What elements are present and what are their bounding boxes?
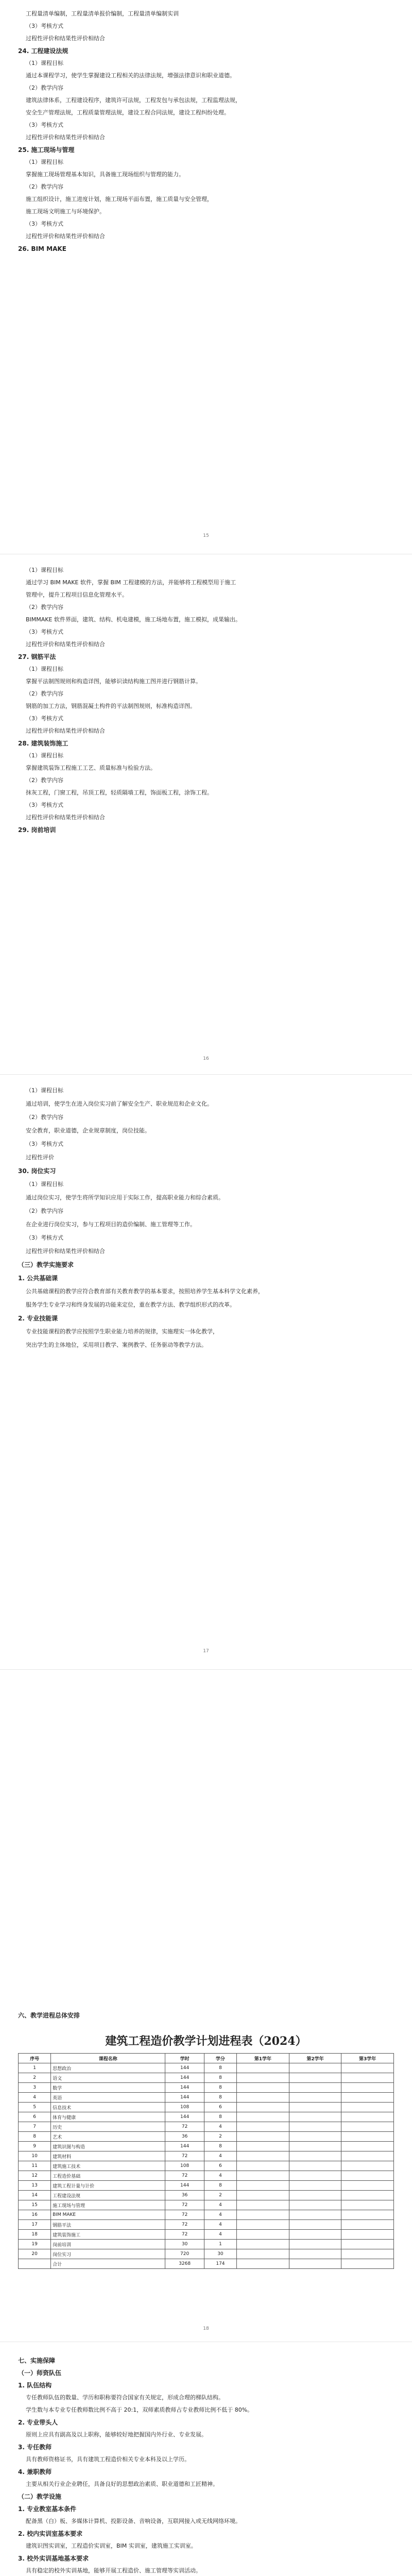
table-cell: 144 <box>165 2142 204 2151</box>
table-row <box>19 2249 394 2259</box>
table-cell: 17 <box>19 2220 51 2230</box>
table-cell: 思想政治 <box>51 2063 165 2073</box>
table-cell <box>341 2103 394 2112</box>
table-cell <box>341 2259 394 2269</box>
text-line: 七、实施保障 <box>18 2357 56 2364</box>
table-cell <box>237 2122 289 2132</box>
table-cell: 15 <box>19 2200 51 2210</box>
text-line: 在企业进行岗位实习，参与工程项目的造价编制、施工管理等工作。 <box>26 1221 196 1228</box>
table-cell: 72 <box>165 2220 204 2230</box>
table-cell <box>289 2161 341 2171</box>
text-line: 2. 校内实训室基本要求 <box>18 2530 83 2537</box>
text-line: （2）教学内容 <box>26 1114 63 1121</box>
table-cell: 英语 <box>51 2093 165 2103</box>
text-line: 24. 工程建设法规 <box>18 47 68 55</box>
table-cell: 建筑识图与构造 <box>51 2142 165 2151</box>
table-cell: 144 <box>165 2083 204 2093</box>
text-line: （二）教学设施 <box>18 2493 62 2500</box>
table-cell <box>289 2103 341 2112</box>
text-line: 具有稳定的校外实训基地，能够开展工程造价、施工管理等实训活动。 <box>26 2567 201 2574</box>
table-cell <box>237 2112 289 2122</box>
text-line: 掌握平法制图规则和构造详图，能够识读结构施工图并进行钢筋计算。 <box>26 678 201 685</box>
text-line: 原则上应具有副高及以上职称，能够较好地把握国内外行业、专业发展。 <box>26 2431 207 2438</box>
table-cell: 数学 <box>51 2083 165 2093</box>
table-cell <box>237 2142 289 2151</box>
table-row <box>19 2063 394 2073</box>
text-line: （2）教学内容 <box>26 690 63 697</box>
table-cell <box>341 2181 394 2191</box>
table-cell: 30 <box>204 2249 236 2259</box>
table-cell <box>341 2220 394 2230</box>
text-line: 服务学生专业学习和终身发展的功能来定位，重在教学方法、教学组织形式的改革。 <box>26 1301 235 1308</box>
table-row <box>19 2142 394 2151</box>
table-row <box>19 2210 394 2220</box>
table-cell: 8 <box>204 2063 236 2073</box>
text-line: 钢筋的加工方法，钢筋混凝土构件的平法制图规则，标准构造详图。 <box>26 703 196 709</box>
table-cell <box>341 2073 394 2083</box>
table-cell: 72 <box>165 2122 204 2132</box>
table-cell: 4 <box>204 2210 236 2220</box>
table-cell <box>237 2171 289 2181</box>
table-cell: 144 <box>165 2181 204 2191</box>
table-cell <box>237 2259 289 2269</box>
table-cell <box>289 2142 341 2151</box>
text-line: （3）考核方式 <box>26 629 63 635</box>
table-row <box>19 2151 394 2161</box>
column-header: 学时 <box>165 2054 204 2063</box>
table-header-row <box>19 2054 394 2063</box>
text-line: （3）考核方式 <box>26 23 63 29</box>
text-line: （3）考核方式 <box>26 122 63 128</box>
table-cell: 4 <box>204 2122 236 2132</box>
table-cell: 3268 <box>165 2259 204 2269</box>
table-cell <box>289 2132 341 2142</box>
table-cell <box>341 2151 394 2161</box>
table-cell: 8 <box>204 2083 236 2093</box>
text-line: 过程性评价和结果性评价相结合 <box>26 1248 105 1255</box>
text-line: （2）教学内容 <box>26 777 63 784</box>
table-cell <box>237 2249 289 2259</box>
table-cell: 钢筋平法 <box>51 2220 165 2230</box>
table-cell: 36 <box>165 2132 204 2142</box>
text-line: 安全生产管理法规，工程质量管理法规，建设工程合同法规，建设工程纠纷处理。 <box>26 109 230 116</box>
table-row <box>19 2112 394 2122</box>
table-cell: 144 <box>165 2093 204 2103</box>
table-cell: 72 <box>165 2210 204 2220</box>
table-cell <box>237 2093 289 2103</box>
text-line: 建筑识图实训室，工程造价实训室，BIM 实训室，建筑施工实训室。 <box>26 2543 197 2549</box>
text-line: （3）考核方式 <box>26 1234 63 1241</box>
text-line: （三）教学实施要求 <box>18 1261 74 1268</box>
table-cell: 13 <box>19 2181 51 2191</box>
table-row <box>19 2181 394 2191</box>
table-cell: 8 <box>204 2112 236 2122</box>
table-cell: 施工现场与管理 <box>51 2200 165 2210</box>
table-cell <box>341 2249 394 2259</box>
text-line: （2）教学内容 <box>26 604 63 611</box>
text-line: 过程性评价和结果性评价相结合 <box>26 233 105 240</box>
text-line: 主要从相关行业企业聘任，具备良好的思想政治素质、职业道德和工匠精神。 <box>26 2481 218 2487</box>
table-cell <box>341 2063 394 2073</box>
table-row <box>19 2093 394 2103</box>
table-cell: 144 <box>165 2112 204 2122</box>
text-line: 通过岗位实习，使学生将所学知识应用于实际工作，提高职业能力和综合素质。 <box>26 1194 224 1201</box>
page-number: 17 <box>203 1649 209 1654</box>
table-cell: 体育与健康 <box>51 2112 165 2122</box>
table-cell <box>289 2249 341 2259</box>
text-line: 通过本课程学习，使学生掌握建设工程相关的法律法规，增强法律意识和职业道德。 <box>26 72 235 79</box>
table-cell: 11 <box>19 2161 51 2171</box>
text-line: 过程性评价和结果性评价相结合 <box>26 727 105 734</box>
table-cell: 历史 <box>51 2122 165 2132</box>
table-cell: 8 <box>19 2132 51 2142</box>
table-cell <box>289 2122 341 2132</box>
table-cell <box>237 2151 289 2161</box>
table-cell <box>237 2083 289 2093</box>
table-cell <box>289 2181 341 2191</box>
table-cell: BIM MAKE <box>51 2210 165 2220</box>
table-cell: 4 <box>19 2093 51 2103</box>
table-cell <box>289 2230 341 2240</box>
text-line: 过程性评价 <box>26 1154 54 1161</box>
text-line: 1. 队伍结构 <box>18 2382 52 2389</box>
table-cell <box>237 2200 289 2210</box>
text-line: 4. 兼职教师 <box>18 2468 52 2476</box>
table-cell <box>237 2181 289 2191</box>
table-cell: 108 <box>165 2161 204 2171</box>
text-line: 26. BIM MAKE <box>18 245 66 252</box>
table-cell <box>341 2191 394 2200</box>
text-line: 工程量清单编制，工程量清单报价编制，工程量清单编制实训 <box>26 10 179 17</box>
table-cell: 72 <box>165 2200 204 2210</box>
table-cell <box>237 2230 289 2240</box>
table-cell: 4 <box>204 2151 236 2161</box>
text-line: 抹灰工程，门窗工程，吊顶工程，轻质隔墙工程，饰面板工程，涂饰工程。 <box>26 789 213 796</box>
table-cell <box>289 2073 341 2083</box>
table-cell: 720 <box>165 2249 204 2259</box>
text-line: 专业技能课程的教学应按照学生职业能力培养的规律，实施理实一体化教学， <box>26 1328 218 1335</box>
table-cell: 72 <box>165 2230 204 2240</box>
table-cell: 4 <box>204 2171 236 2181</box>
text-line: 管理中，提升工程项目信息化管理水平。 <box>26 591 128 598</box>
table-cell <box>341 2240 394 2249</box>
text-line: 公共基础课程的教学应符合教育部有关教育教学的基本要求，按照培养学生基本科学文化素养， <box>26 1288 264 1295</box>
text-line: 25. 施工现场与管理 <box>18 146 75 154</box>
table-row <box>19 2073 394 2083</box>
table-cell: 6 <box>204 2103 236 2112</box>
table-cell <box>289 2171 341 2181</box>
teaching-plan-table <box>18 2053 394 2269</box>
table-cell: 14 <box>19 2191 51 2200</box>
table-cell <box>341 2132 394 2142</box>
text-line: 掌握建筑装饰工程施工工艺、质量标准与检验方法。 <box>26 765 156 771</box>
table-cell: 4 <box>204 2220 236 2230</box>
table-cell <box>237 2220 289 2230</box>
text-line: （1）课程目标 <box>26 159 63 165</box>
table-cell <box>289 2083 341 2093</box>
text-line: 施工现场文明施工与环境保护。 <box>26 208 105 215</box>
text-line: （3）考核方式 <box>26 1141 63 1147</box>
text-line: （3）考核方式 <box>26 802 63 808</box>
table-cell <box>237 2210 289 2220</box>
column-header: 第3学年 <box>341 2054 394 2063</box>
table-cell <box>341 2083 394 2093</box>
table-cell <box>341 2171 394 2181</box>
column-header: 第2学年 <box>289 2054 341 2063</box>
table-cell: 6 <box>19 2112 51 2122</box>
text-line: （2）教学内容 <box>26 1208 63 1214</box>
table-cell <box>19 2259 51 2269</box>
page-separator <box>0 1669 412 1670</box>
table-cell <box>289 2210 341 2220</box>
column-header: 序号 <box>19 2054 51 2063</box>
text-line: （1）课程目标 <box>26 666 63 672</box>
table-cell: 8 <box>204 2142 236 2151</box>
text-line: （3）考核方式 <box>26 715 63 722</box>
table-cell: 5 <box>19 2103 51 2112</box>
text-line: 学生数与本专业专任教师数比例不高于 20:1，双师素质教师占专业教师比例不低于 80%。 <box>26 2406 253 2413</box>
table-cell: 36 <box>165 2191 204 2200</box>
text-line: 3. 校外实训基地基本要求 <box>18 2555 89 2562</box>
table-cell: 72 <box>165 2171 204 2181</box>
table-row <box>19 2230 394 2240</box>
text-line: 1. 专业教室基本条件 <box>18 2505 77 2513</box>
table-cell: 8 <box>204 2181 236 2191</box>
text-line: （一）师资队伍 <box>18 2369 62 2377</box>
table-cell: 建筑材料 <box>51 2151 165 2161</box>
table-cell: 16 <box>19 2210 51 2220</box>
table-cell: 174 <box>204 2259 236 2269</box>
text-line: 通过培训，使学生在进入岗位实习前了解安全生产、职业规范和企业文化。 <box>26 1100 213 1107</box>
table-cell: 144 <box>165 2073 204 2083</box>
table-row <box>19 2103 394 2112</box>
text-line: 过程性评价和结果性评价相结合 <box>26 134 105 141</box>
text-line: 突出学生的主体地位，采用项目教学、案例教学、任务驱动等教学方法。 <box>26 1342 207 1348</box>
text-line: 2. 专业技能课 <box>18 1315 58 1322</box>
page-number: 18 <box>203 2326 209 2331</box>
table-cell: 工程造价基础 <box>51 2171 165 2181</box>
text-line: BIMMAKE 软件界面，建筑、结构、机电建模，施工场地布置，施工模拟，成果输出。 <box>26 616 241 623</box>
table-row <box>19 2083 394 2093</box>
table-cell: 艺术 <box>51 2132 165 2142</box>
table-cell <box>237 2132 289 2142</box>
table-cell <box>237 2103 289 2112</box>
text-line: 27. 钢筋平法 <box>18 653 56 660</box>
text-line: 建筑法律体系，工程建设程序，建筑许可法规，工程发包与承包法规，工程监理法规， <box>26 97 241 104</box>
table-cell <box>289 2093 341 2103</box>
table-cell: 2 <box>19 2073 51 2083</box>
text-line: （1）课程目标 <box>26 752 63 759</box>
table-cell: 2 <box>204 2132 236 2142</box>
text-line: （1）课程目标 <box>26 1181 63 1188</box>
table-cell: 108 <box>165 2103 204 2112</box>
table-cell: 3 <box>19 2083 51 2093</box>
text-line: 过程性评价和结果性评价相结合 <box>26 35 105 42</box>
table-cell: 岗前培训 <box>51 2240 165 2249</box>
table-cell <box>289 2112 341 2122</box>
table-cell: 建筑施工技术 <box>51 2161 165 2171</box>
table-cell <box>289 2200 341 2210</box>
text-line: 通过学习 BIM MAKE 软件，掌握 BIM 工程建模的方法，并能够将工程模型用于施工 <box>26 579 236 586</box>
text-line: 专任教师队伍的数量、学历和职称要符合国家有关规定，形成合理的梯队结构。 <box>26 2394 224 2401</box>
text-line: 施工组织设计，施工进度计划，施工现场平面布置，施工质量与安全管理， <box>26 196 213 202</box>
table-cell <box>237 2073 289 2083</box>
table-cell: 12 <box>19 2171 51 2181</box>
page-separator <box>0 1074 412 1075</box>
table-cell: 72 <box>165 2151 204 2161</box>
column-header: 第1学年 <box>237 2054 289 2063</box>
table-cell <box>341 2112 394 2122</box>
text-line: （1）课程目标 <box>26 60 63 66</box>
column-header: 学分 <box>204 2054 236 2063</box>
text-line: 掌握施工现场管理基本知识，具备施工现场组织与管理的能力。 <box>26 171 184 178</box>
table-cell <box>289 2220 341 2230</box>
column-header: 课程名称 <box>51 2054 165 2063</box>
table-cell <box>341 2093 394 2103</box>
table-cell <box>237 2240 289 2249</box>
table-cell: 8 <box>204 2073 236 2083</box>
table-row <box>19 2240 394 2249</box>
table-cell <box>237 2191 289 2200</box>
text-line: 3. 专任教师 <box>18 2444 52 2451</box>
text-line: 配备黑（白）板、多媒体计算机、投影设备、音响设备，互联网接入或无线网络环境。 <box>26 2518 241 2524</box>
table-cell <box>341 2200 394 2210</box>
table-cell <box>237 2161 289 2171</box>
text-line: （1）课程目标 <box>26 567 63 573</box>
table-cell <box>341 2142 394 2151</box>
text-line: 2. 专业带头人 <box>18 2419 58 2426</box>
table-cell: 18 <box>19 2230 51 2240</box>
page-number: 15 <box>203 533 209 538</box>
table-cell: 20 <box>19 2249 51 2259</box>
table-cell <box>341 2122 394 2132</box>
table-cell: 2 <box>204 2191 236 2200</box>
text-line: 过程性评价和结果性评价相结合 <box>26 814 105 821</box>
table-row <box>19 2161 394 2171</box>
table-row <box>19 2220 394 2230</box>
table-cell: 建筑装饰施工 <box>51 2230 165 2240</box>
table-cell: 工程建设法规 <box>51 2191 165 2200</box>
table-cell <box>289 2191 341 2200</box>
table-row <box>19 2171 394 2181</box>
table-row <box>19 2132 394 2142</box>
text-line: （1）课程目标 <box>26 1087 63 1094</box>
section-heading: 六、教学进程总体安排 <box>18 2012 80 2019</box>
table-cell: 4 <box>204 2200 236 2210</box>
table-cell: 建筑工程计量与计价 <box>51 2181 165 2191</box>
table-cell <box>289 2151 341 2161</box>
text-line: 30. 岗位实习 <box>18 1167 56 1175</box>
table-cell <box>237 2063 289 2073</box>
table-cell: 8 <box>204 2093 236 2103</box>
table-cell: 信息技术 <box>51 2103 165 2112</box>
table-cell: 4 <box>204 2230 236 2240</box>
plan-title: 建筑工程造价教学计划进程表（2024） <box>105 2035 307 2048</box>
text-line: 28. 建筑装饰施工 <box>18 740 68 747</box>
text-line: （2）教学内容 <box>26 183 63 190</box>
page-number: 16 <box>203 1056 209 1061</box>
table-cell: 144 <box>165 2063 204 2073</box>
text-line: （3）考核方式 <box>26 221 63 227</box>
table-row <box>19 2122 394 2132</box>
table-cell: 19 <box>19 2240 51 2249</box>
table-row <box>19 2200 394 2210</box>
table-cell: 10 <box>19 2151 51 2161</box>
table-cell: 1 <box>204 2240 236 2249</box>
table-cell: 30 <box>165 2240 204 2249</box>
table-cell <box>341 2161 394 2171</box>
total-row <box>19 2259 394 2269</box>
text-line: 安全教育，职业道德，企业规章制度，岗位技能。 <box>26 1127 150 1134</box>
text-line: 1. 公共基础课 <box>18 1275 58 1282</box>
table-cell: 9 <box>19 2142 51 2151</box>
text-line: 过程性评价和结果性评价相结合 <box>26 641 105 648</box>
table-cell: 合计 <box>51 2259 165 2269</box>
text-line: 具有教师资格证书，具有建筑工程造价相关专业本科及以上学历。 <box>26 2456 190 2463</box>
text-line: （2）教学内容 <box>26 84 63 91</box>
table-cell <box>289 2063 341 2073</box>
table-cell <box>289 2240 341 2249</box>
table-cell: 岗位实习 <box>51 2249 165 2259</box>
table-cell: 7 <box>19 2122 51 2132</box>
table-cell <box>289 2259 341 2269</box>
table-cell: 语文 <box>51 2073 165 2083</box>
table-cell: 1 <box>19 2063 51 2073</box>
text-line: 29. 岗前培训 <box>18 826 56 834</box>
table-cell <box>341 2210 394 2220</box>
table-cell <box>341 2230 394 2240</box>
table-row <box>19 2191 394 2200</box>
table-cell: 6 <box>204 2161 236 2171</box>
